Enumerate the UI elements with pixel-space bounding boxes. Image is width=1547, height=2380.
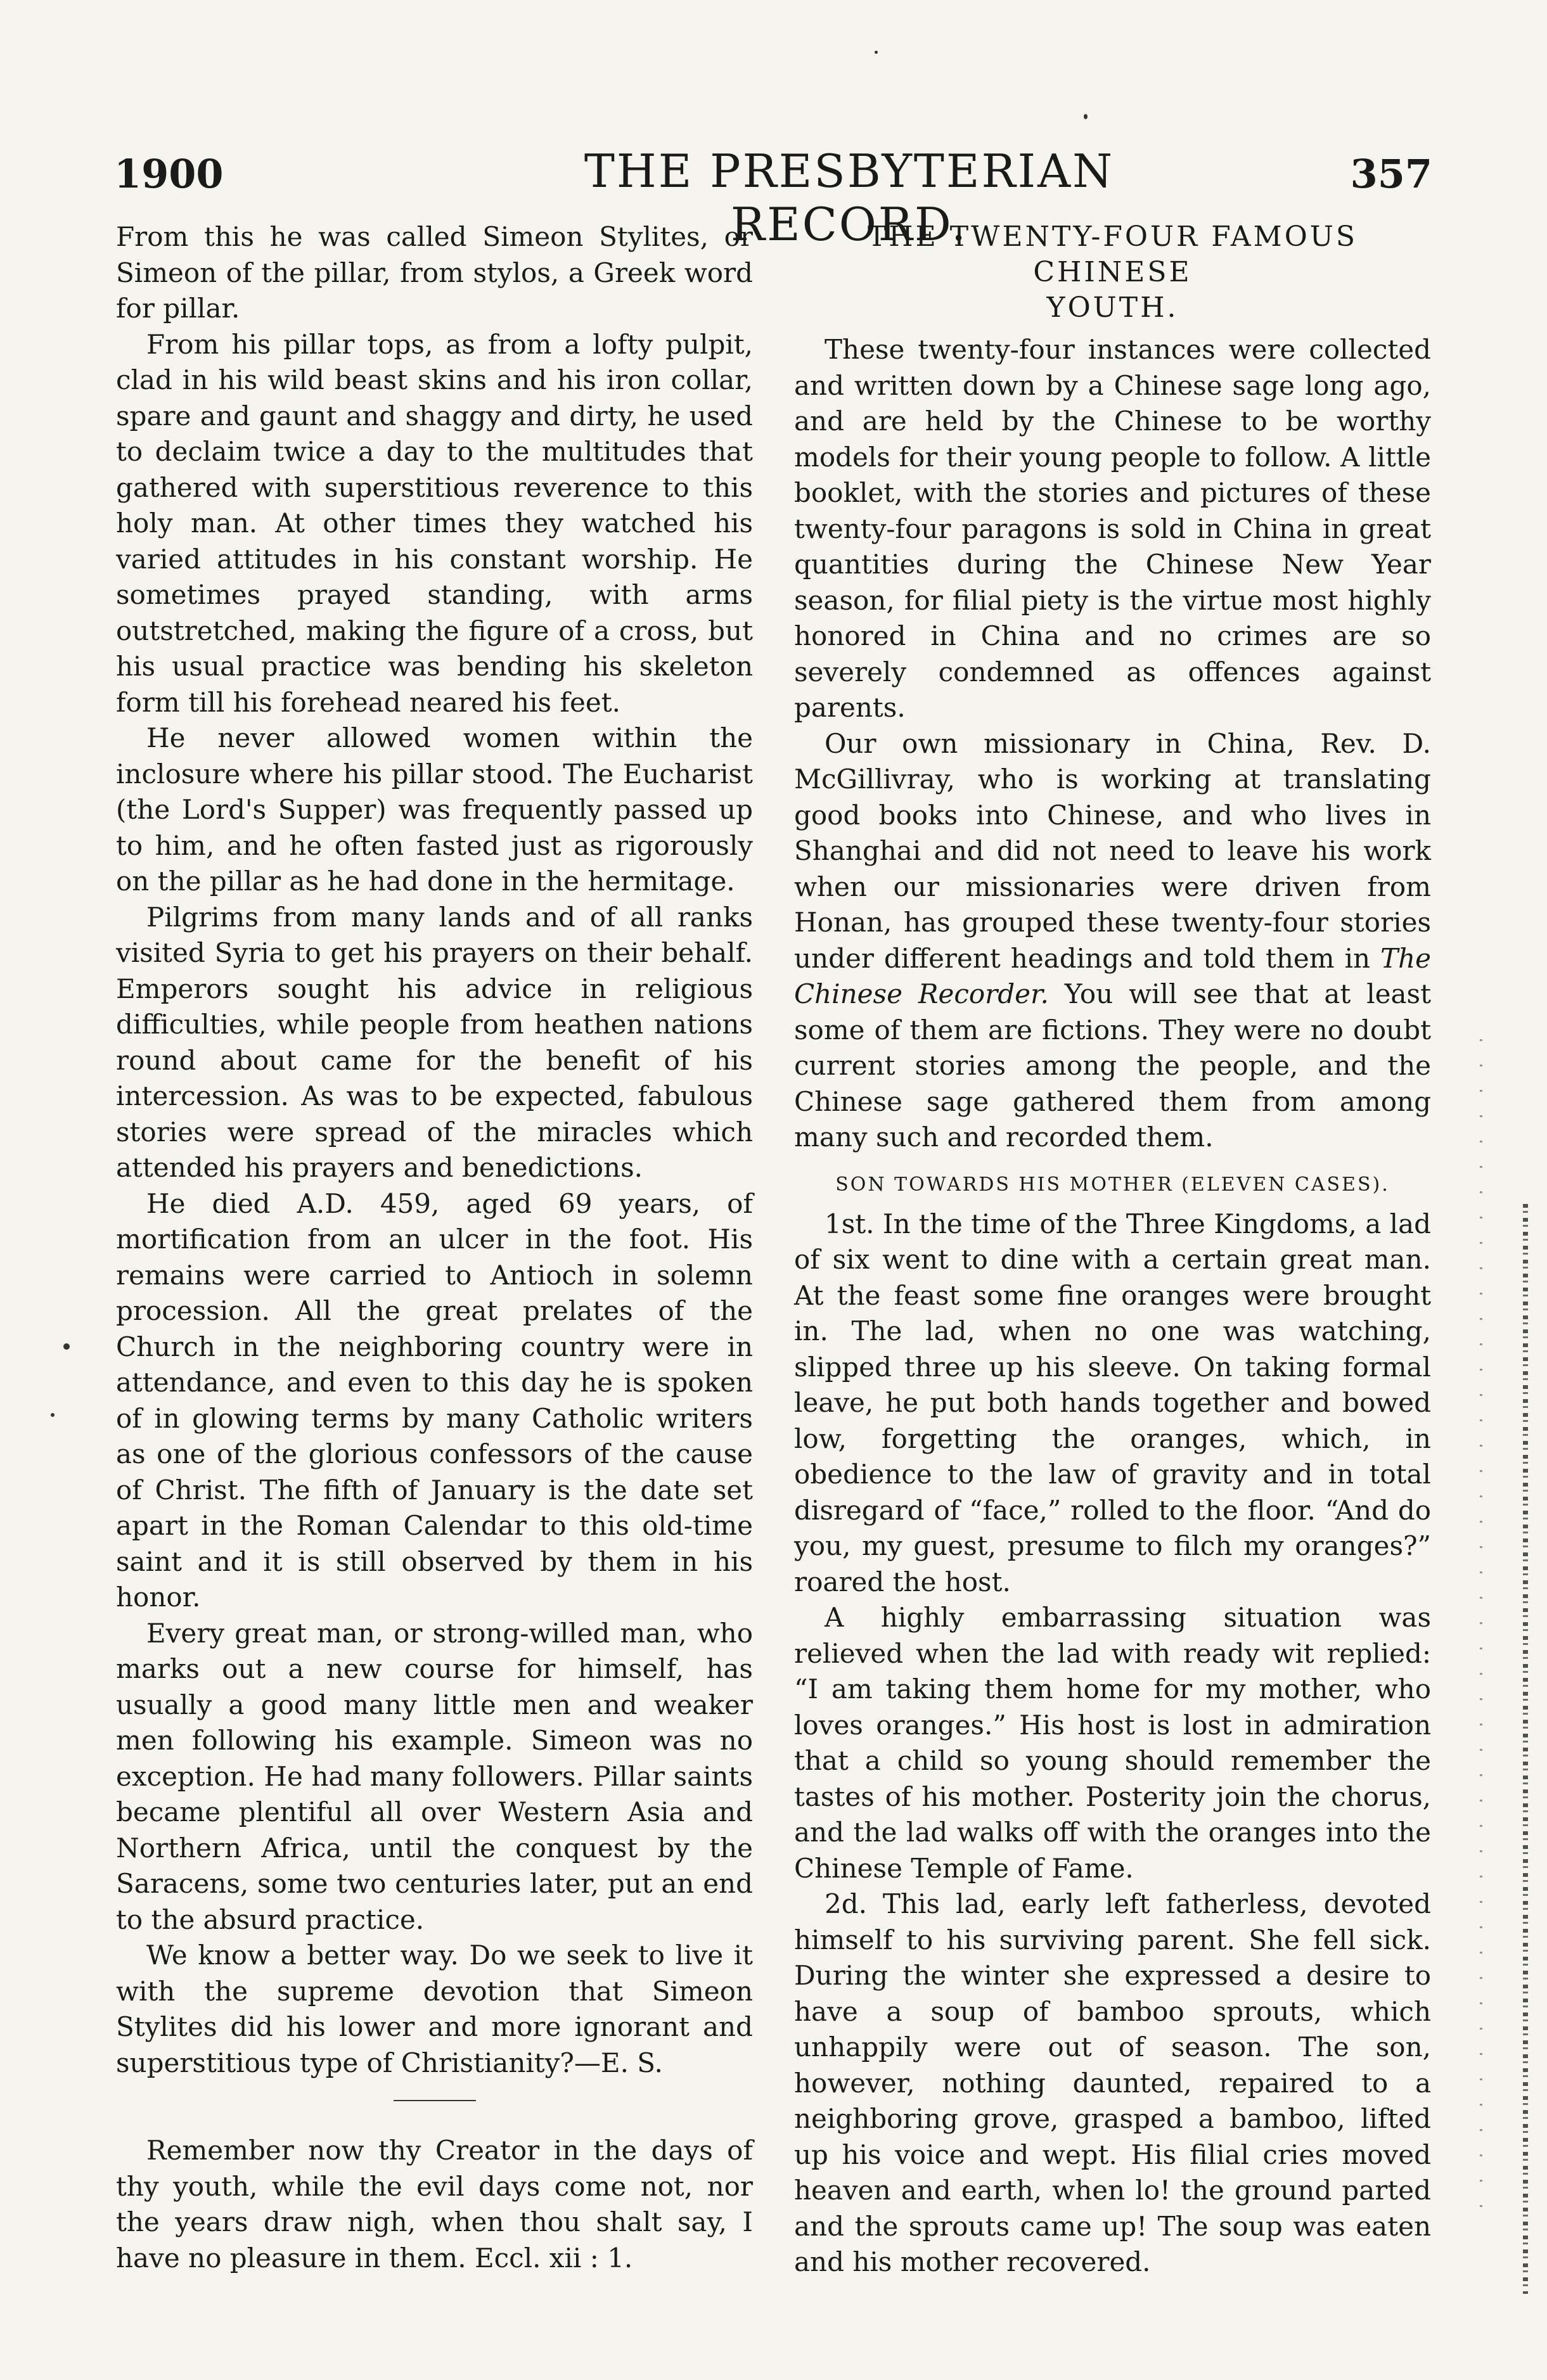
scripture-verse (116, 2133, 753, 2276)
scan-edge-artifact (1480, 1039, 1482, 2230)
print-speck (1084, 114, 1088, 119)
paragraph: These twenty-four instances were collected and written down by a Chinese sage long ago, and are held by the Chinese to be worthy models for their young people to follow. A little booklet, with the stories and pictures of these twenty-four paragons is sold in China in great quantities during the Chinese New Year season, for filial piety is the virtue most highly honored in China and no crimes are so severely condemned as offences against parents. (794, 334, 1431, 723)
paragraph (794, 726, 1431, 1156)
paragraph: We know a better way. Do we seek to live it with the supreme devotion that Simeon Stylites did his lower and more ignorant and superstitious type of Christianity?—E. S. (116, 1940, 753, 2078)
section-heading: SON TOWARDS HIS MOTHER (ELEVEN CASES). (835, 1173, 1390, 1196)
paragraph: 2d. This lad, early left fatherless, devoted himself to his surviving parent. She fell sick. During the winter she expressed a desire to have a soup of bamboo sprouts, which unhappily were out of season. The son, however, nothing daunted, repaired to a neighboring grove, grasped a bamboo, lifted up his voice and wept. His filial cries moved heaven and earth, when lo! the ground parted and the sprouts came up! The soup was eaten and his mother recovered. (794, 1888, 1431, 2277)
paragraph: 1st. In the time of the Three Kingdoms, a lad of six went to dine with a certain great man. At the feast some fine oranges were brought in. The lad, when no one was watching, slipped three up his sleeve. On taking formal leave, he put both hands together and bowed low, forgetting the oranges, which, in obedience to the law of gravity and in total disregard of “face,” rolled to the floor. “And do you, my guest, presume to filch my oranges?” roared the host. (794, 1208, 1431, 1597)
section-divider (394, 2100, 476, 2101)
paragraph-text: Our own missionary in China, Rev. D. McGillivray, who is working at translating good books into Chinese, and who lives in Shanghai and did not need to leave his work when our missionaries were driven from Honan, has grouped these twenty-four stories under different headings and told them in (794, 727, 1431, 974)
paragraph: Pilgrims from many lands and of all ranks visited Syria to get his prayers on their behalf. Emperors sought his advice in religious difficulties, while people from heathen nations round about came for the benefit of his intercession. As was to be expected, fabulous stories were spread of the miracles which attended his prayers and benedictions. (116, 901, 753, 1183)
journal-title: THE PRESBYTERIAN RECORD. (584, 144, 1115, 251)
article-title-line: THE TWENTY-FOUR FAMOUS CHINESE (867, 221, 1358, 288)
paragraph: A highly embarrassing situation was relieved when the lad with ready wit replied: “I am taking them home for my mother, who loves oranges.” His host is lost in admiration that a child so young should remember the tastes of his mother. Posterity join the chorus, and the lad walks off with the oranges into the Chinese Temple of Fame. (794, 1602, 1431, 1884)
running-header (114, 144, 1432, 251)
paragraph: He died A.D. 459, aged 69 years, of mortification from an ulcer in the foot. His remains were carried to Antioch in solemn procession. All the great prelates of the Church in the neighboring country were in attendance, and even to this day he is spoken of in glowing terms by many Catholic writers as one of the glorious confessors of the cause of Christ. The fifth of January is the date set apart in the Roman Calendar to this old-time saint and it is still observed by them in his honor. (116, 1187, 753, 1613)
scan-edge-artifact (1523, 1204, 1528, 2294)
paragraph-text: You will see that at least some of them are fictions. They were no doubt current stories among the people, and the Chinese sage gathered them from among many such and recorded them. (794, 978, 1431, 1153)
print-speck (51, 1413, 55, 1417)
paragraph: From his pillar tops, as from a lofty pulpit, clad in his wild beast skins and his iron collar, spare and gaunt and shaggy and dirty, he used to declaim twice a day to the multitudes that gathered with superstitious reverence to this holy man. At other times they watched his varied attitudes in his constant worship. He sometimes prayed standing, with arms outstretched, making the figure of a cross, but his usual practice was bending his skeleton form till his forehead neared his feet. (116, 328, 753, 718)
journal-name: The Chinese Recorder. (794, 942, 1431, 1009)
page-number: 357 (1350, 151, 1432, 197)
paragraph: He never allowed women within the inclosure where his pillar stood. The Eucharist (the Lord's Supper) was frequently passed up to him, and he often fasted just as rigorously on the pillar as he had done in the hermitage. (116, 722, 753, 897)
right-column (794, 219, 1431, 2281)
article-title-line: YOUTH. (1046, 291, 1179, 324)
header-year: 1900 (114, 151, 224, 197)
paragraph: From this he was called Simeon Stylites, or Simeon of the pillar, from stylos, a Greek word for pillar. (116, 221, 753, 324)
paragraph: Every great man, or strong-willed man, who marks out a new course for himself, has usually a good many little men and weaker men following his example. Simeon was no exception. He had many followers. Pillar saints became plentiful all over Western Asia and Northern Africa, until the conquest by the Saracens, some two centuries later, put an end to the absurd practice. (116, 1617, 753, 1935)
verse-text: Remember now thy Creator in the days of thy youth, while the evil days come not, nor the years draw nigh, when thou shalt say, I have no pleasure in them. Eccl. xii : 1. (116, 2135, 753, 2274)
left-column (116, 219, 753, 2276)
print-speck (875, 51, 878, 54)
article-title (794, 219, 1431, 326)
print-speck (63, 1343, 70, 1350)
